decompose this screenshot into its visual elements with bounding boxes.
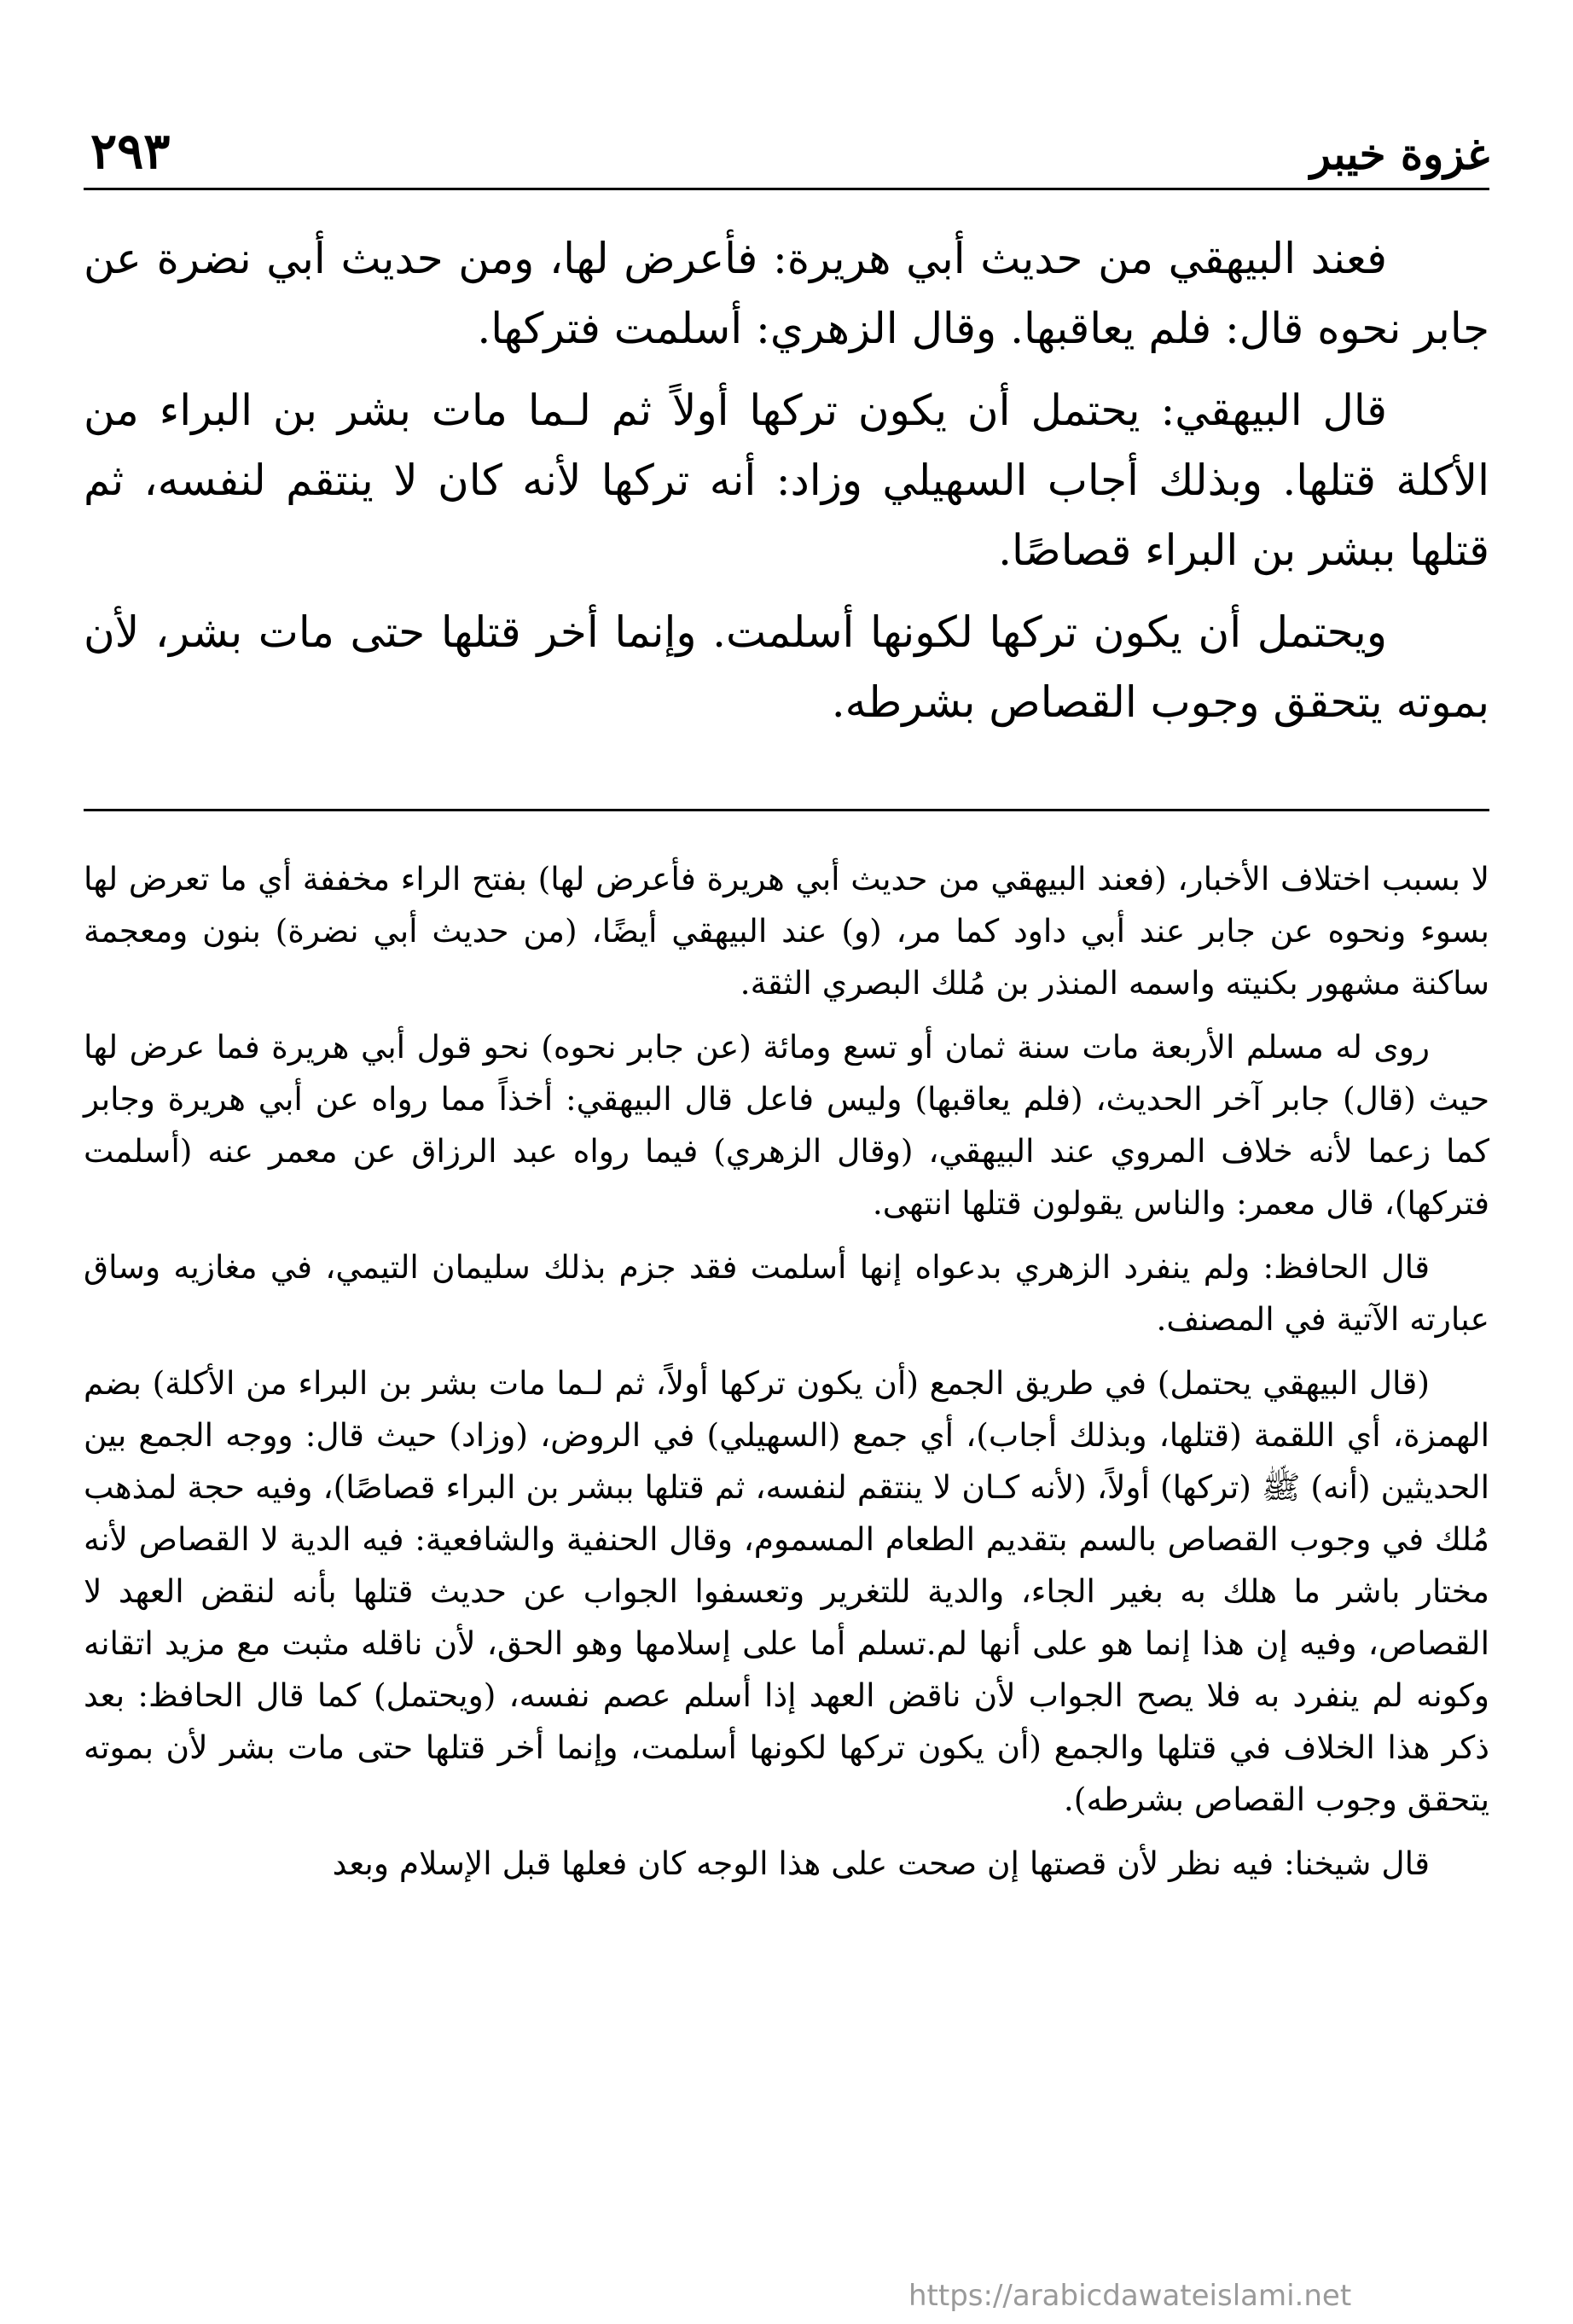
main-paragraph: فعند البيهقي من حديث أبي هريرة: فأعرض لها، ومن حديث أبي نضرة عن جابر نحوه قال: فلم يعاقبها. وقال الزهري: أسلمت فتركها. (84, 234, 1489, 353)
page-number: ٢٩٣ (90, 122, 171, 180)
main-paragraph: ويحتمل أن يكون تركها لكونها أسلمت. وإنما أخر قتلها حتى مات بشر، لأن بموته يتحقق وجوب القصاص بشرطه. (84, 607, 1489, 727)
footnote-paragraph: قال الحافظ: ولم ينفرد الزهري بدعواه إنها أسلمت فقد جزم بذلك سليمان التيمي، في مغازيه وساق عبارته الآتية في المصنف. (84, 1248, 1489, 1338)
footnote-paragraph: لا بسبب اختلاف الأخبار، (فعند البيهقي من حديث أبي هريرة فأعرض لها) بفتح الراء مخففة أي ما تعرض لها بسوء ونحوه عن جابر عند أبي داود كما مر، (و) عند البيهقي أيضًا، (من حديث أبي نضرة) بنون ومعجمة ساكنة مشهور بكنيته واسمه المنذر بن مُلك البصري الثقة. (84, 860, 1489, 1002)
chapter-title: غزوة خيبر (1309, 129, 1489, 179)
footnote-paragraph: (قال البيهقي يحتمل) في طريق الجمع (أن يكون تركها أولاً، ثم لـما مات بشر بن البراء من الأكلة) بضم الهمزة، أي اللقمة (قتلها، وبذلك أجاب)، أي جمع (السهيلي) في الروض، (وزاد) حيث قال: ووجه الجمع بين الحديثين (أنه) ﷺ (تركها) أولاً، (لأنه كـان لا ينتقم لنفسه، ثم قتلها ببشر بن البراء قصاصًا)، وفيه حجة لمذهب مُلك في وجوب القصاص بالسم بتقديم الطعام المسموم، وقال الحنفية والشافعية: فيه الدية لا القصاص لأنه مختار باشر ما هلك به بغير الجاء، والدية للتغرير وتعسفوا الجواب عن حديث قتلها بأنه لنقض العهد لا القصاص، وفيه إن هذا إنما هو على أنها لم.تسلم أما على إسلامها وهو الحق، لأن ناقله مثبت مع مزيد اتقانه وكونه لم ينفرد به فلا يصح الجواب لأن ناقض العهد إذا أسلم عصم نفسه، (ويحتمل) كما قال الحافظ: بعد ذكر هذا الخلاف في قتلها والجمع (أن يكون تركها لكونها أسلمت، وإنما أخر قتلها حتى مات بشر لأن بموته يتحقق وجوب القصاص بشرطه). (84, 1364, 1489, 1818)
footnote-paragraph: قال شيخنا: فيه نظر لأن قصتها إن صحت على هذا الوجه كان فعلها قبل الإسلام وبعد (332, 1845, 1430, 1882)
footnotes (84, 853, 1489, 1902)
main-text (84, 224, 1489, 749)
page-header (84, 85, 1489, 190)
footnote-paragraph: روى له مسلم الأربعة مات سنة ثمان أو تسع ومائة (عن جابر نحوه) نحو قول أبي هريرة فما عرض لها حيث (قال) جابر آخر الحديث، (فلم يعاقبها) وليس فاعل قال البيهقي: أخذاً مما رواه عن أبي هريرة وجابر كما زعما لأنه خلاف المروي عند البيهقي، (وقال الزهري) فيما رواه عبد الرزاق عن معمر عنه (أسلمت فتركها)، قال معمر: والناس يقولون قتلها انتهى. (84, 1028, 1489, 1222)
main-paragraph: قال البيهقي: يحتمل أن يكون تركها أولاً ثم لـما مات بشر بن البراء من الأكلة قتلها. وبذلك أجاب السهيلي وزاد: أنه تركها لأنه كان لا ينتقم لنفسه، ثم قتلها ببشر بن البراء قصاصًا. (84, 386, 1489, 575)
watermark: https://arabicdawateislami.net (908, 2279, 1352, 2313)
footnote-divider (84, 809, 1489, 811)
